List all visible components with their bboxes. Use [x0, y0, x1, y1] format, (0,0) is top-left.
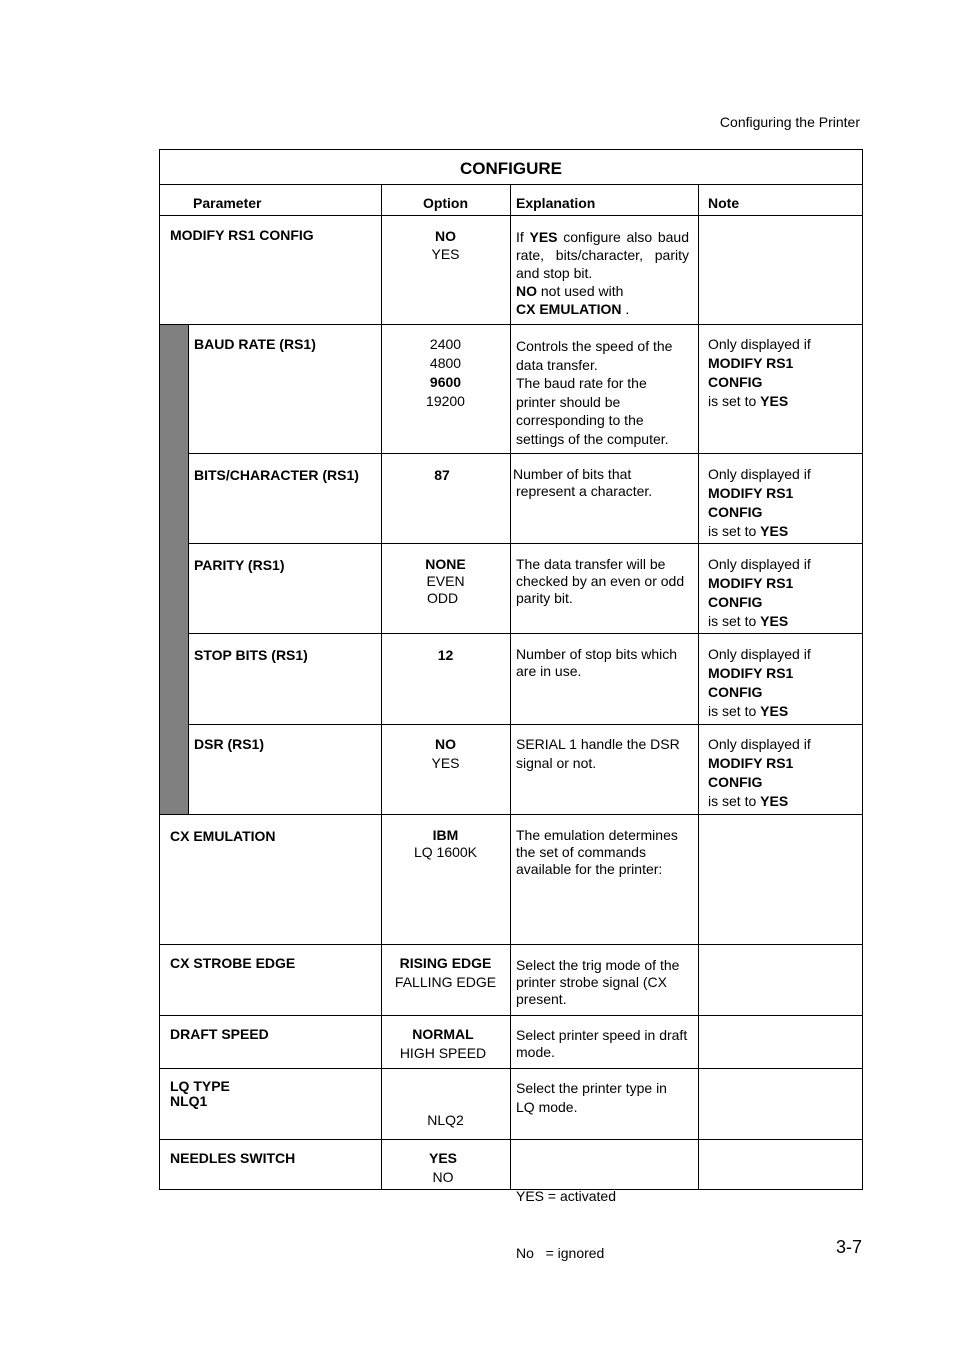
text: CONFIG	[708, 774, 763, 790]
options-bits-character	[381, 466, 503, 484]
param-cx-emulation: CX EMULATION	[170, 828, 276, 844]
text: Select the trig mode of the	[516, 957, 680, 973]
text: available for the printer:	[516, 861, 663, 877]
text: CONFIG	[708, 684, 763, 700]
explanation-modify-rs1-config	[516, 228, 689, 318]
option-value: FALLING EDGE	[394, 974, 497, 990]
option-value: 19200	[426, 393, 465, 409]
text: signal or not.	[516, 755, 597, 771]
text: present.	[516, 991, 567, 1007]
param-needles-switch: NEEDLES SWITCH	[170, 1150, 296, 1166]
text: The emulation determines	[516, 827, 678, 843]
column-divider	[510, 185, 511, 1189]
note-dsr	[708, 735, 858, 811]
text: printer strobe signal (CX	[516, 974, 667, 990]
text: MODIFY RS1	[708, 485, 794, 501]
options-cx-emulation	[381, 827, 510, 861]
row-divider	[188, 453, 862, 454]
text: LQ TYPE	[170, 1078, 230, 1094]
text: Select the printer type in	[516, 1080, 667, 1096]
text: YES	[760, 393, 789, 409]
text: is set to	[708, 793, 761, 809]
text: checked by an even or odd	[516, 573, 685, 589]
options-baud-rate	[381, 335, 510, 411]
explanation-draft-speed	[516, 1027, 696, 1061]
text: Select printer speed in draft	[516, 1027, 688, 1043]
text: NLQ1	[170, 1093, 208, 1109]
text: are in use.	[516, 663, 582, 679]
text: CONFIG	[708, 504, 763, 520]
row-divider	[188, 633, 862, 634]
option-value: YES	[428, 1150, 457, 1166]
text: Only displayed if	[708, 736, 811, 752]
table-title: CONFIGURE	[160, 150, 862, 185]
explanation-bits-character	[513, 466, 696, 500]
text: MODIFY RS1	[708, 755, 794, 771]
note-baud-rate	[708, 335, 858, 411]
row-divider	[160, 1068, 862, 1069]
text: Number of bits that	[513, 466, 632, 482]
text: CX EMULATION	[516, 301, 622, 317]
option-value: IBM	[432, 827, 459, 843]
option-value: RISING EDGE	[399, 955, 492, 971]
text: If	[516, 229, 530, 245]
col-header-parameter: Parameter	[193, 195, 262, 211]
options-modify-rs1-config	[381, 227, 510, 263]
text: No = ignored	[516, 1245, 605, 1261]
text: is set to	[708, 613, 761, 629]
option-value: NLQ2	[427, 1112, 464, 1128]
explanation-stop-bits	[516, 646, 696, 680]
text: YES	[760, 613, 789, 629]
param-lq-type	[170, 1079, 375, 1109]
param-bits-character: BITS/CHARACTER (RS1)	[194, 467, 359, 483]
row-divider	[188, 724, 862, 725]
rs1-group-bar	[160, 324, 188, 814]
option-value: LQ 1600K	[413, 844, 478, 860]
col-header-option: Option	[422, 195, 469, 211]
option-value: ODD	[426, 590, 459, 606]
text: YES = activated	[516, 1188, 617, 1204]
option-value: 12	[437, 647, 454, 663]
text: Only displayed if	[708, 466, 811, 482]
options-parity	[381, 556, 510, 607]
text: is set to	[708, 523, 761, 539]
option-value: HIGH SPEED	[399, 1045, 487, 1061]
param-draft-speed: DRAFT SPEED	[170, 1026, 269, 1042]
explanation-cx-emulation	[516, 827, 696, 878]
note-bits-character	[708, 465, 858, 541]
text: not used with	[537, 283, 624, 299]
text: represent a character.	[516, 483, 653, 499]
text: CONFIG	[708, 374, 763, 390]
text: SERIAL 1 handle the DSR	[516, 736, 680, 752]
options-draft-speed	[381, 1025, 505, 1063]
note-parity	[708, 555, 858, 631]
explanation-cx-strobe-edge	[516, 957, 696, 1008]
text: printer should be	[516, 393, 621, 410]
text: YES	[760, 703, 789, 719]
text: MODIFY RS1	[708, 665, 794, 681]
row-divider	[160, 944, 862, 945]
option-value: NO	[432, 1169, 454, 1185]
row-divider	[160, 814, 862, 815]
text: settings of the computer.	[516, 430, 669, 447]
text: The data transfer will be	[516, 556, 666, 572]
option-value: 2400	[429, 336, 462, 352]
row-divider	[160, 1015, 862, 1016]
option-value: NONE	[425, 556, 466, 572]
options-lq-type	[381, 1111, 510, 1129]
column-divider	[698, 185, 699, 1189]
explanation-parity	[516, 556, 696, 607]
column-divider	[188, 324, 189, 814]
text: Only displayed if	[708, 336, 811, 352]
text: is set to	[708, 703, 761, 719]
row-divider	[160, 215, 862, 216]
param-dsr: DSR (RS1)	[194, 736, 265, 752]
row-divider	[188, 543, 862, 544]
text: mode.	[516, 1044, 555, 1060]
explanation-lq-type	[516, 1079, 696, 1117]
param-cx-strobe-edge: CX STROBE EDGE	[170, 955, 296, 971]
text: Controls the speed of the	[516, 338, 673, 354]
text: configure also baud rate, bits/character, parity and stop bit.	[516, 229, 690, 281]
text: is set to	[708, 393, 761, 409]
text: Only displayed if	[708, 646, 811, 662]
text: The baud rate for the	[516, 375, 647, 391]
param-parity: PARITY (RS1)	[194, 557, 285, 573]
text: YES	[760, 793, 789, 809]
text: Only displayed if	[708, 556, 811, 572]
option-value: NO	[435, 228, 456, 244]
param-modify-rs1-config: MODIFY RS1 CONFIG	[170, 227, 314, 243]
note-stop-bits	[708, 645, 858, 721]
options-stop-bits	[381, 646, 510, 664]
text: LQ mode.	[516, 1099, 578, 1115]
options-dsr	[381, 735, 510, 773]
row-divider	[160, 1139, 862, 1140]
text: Number of stop bits which	[516, 646, 678, 662]
options-cx-strobe-edge	[381, 954, 510, 992]
option-value: EVEN	[426, 573, 465, 589]
text: NO	[516, 283, 537, 299]
text: data transfer.	[516, 356, 598, 373]
param-stop-bits: STOP BITS (RS1)	[194, 647, 308, 663]
row-divider	[160, 324, 862, 325]
option-value: 4800	[429, 355, 462, 371]
page-number: 3-7	[835, 1237, 862, 1257]
explanation-needles-switch	[516, 1149, 696, 1301]
option-value: YES	[431, 246, 460, 262]
option-value: NO	[435, 736, 456, 752]
options-needles-switch	[381, 1149, 505, 1187]
text: corresponding to the	[516, 412, 644, 428]
text: CONFIG	[708, 594, 763, 610]
text: YES	[760, 523, 789, 539]
option-value: 9600	[429, 374, 462, 390]
option-value: YES	[431, 755, 460, 771]
running-header: Configuring the Printer	[719, 114, 860, 130]
explanation-dsr	[516, 735, 696, 773]
option-value: NORMAL	[412, 1026, 474, 1042]
option-value: 87	[434, 467, 450, 483]
text: .	[621, 301, 630, 317]
text: MODIFY RS1	[708, 355, 794, 371]
text: YES	[529, 229, 558, 245]
col-header-note: Note	[708, 195, 740, 211]
col-header-explanation: Explanation	[516, 195, 596, 211]
param-baud-rate: BAUD RATE (RS1)	[194, 336, 316, 352]
text: MODIFY RS1	[708, 575, 794, 591]
text: parity bit.	[516, 590, 573, 606]
explanation-baud-rate	[516, 337, 696, 448]
text: the set of commands	[516, 844, 646, 860]
